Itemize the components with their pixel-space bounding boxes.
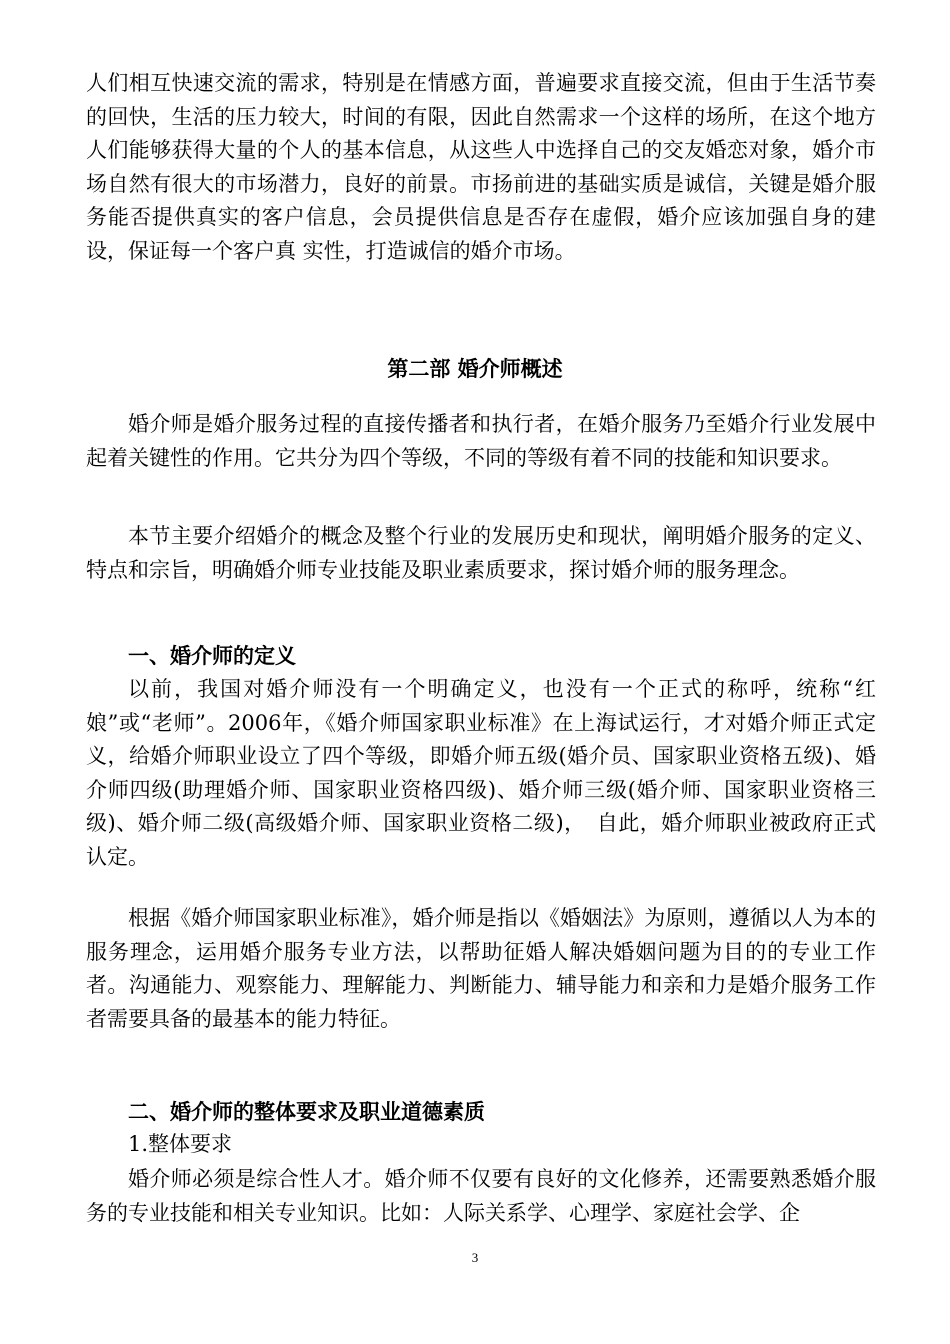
section-1-paragraph-1: 以前，我国对婚介师没有一个明确定义，也没有一个正式的称呼，统称“红娘”或“老师”。2006年，《婚介师国家职业标准》在上海试运行，才对婚介师正式定义，给婚介师职业设立了四个等级，即婚介师五级(婚介员、国家职业资格五级)、婚介师四级(助理婚介师、国家职业资格四级)、婚介师三级(婚介师、国家职业资格三级)、婚介师二级(高级婚介师、国家职业资格二级)， 自此，婚介师职业被政府正式认定。 bbox=[86, 677, 876, 869]
section-2-heading: 二、婚介师的整体要求及职业道德素质 bbox=[128, 1099, 485, 1124]
section-1-heading: 一、婚介师的定义 bbox=[128, 643, 296, 668]
section-2-subheading: 1.整体要求 bbox=[128, 1132, 233, 1156]
intro-paragraph: 人们相互快速交流的需求，特别是在情感方面，普遍要求直接交流，但由于生活节奏的回快，生活的压力较大，时间的有限，因此自然需求一个这样的场所，在这个地方人们能够获得大量的个人的基本信息，从这些人中选择自己的交友婚恋对象，婚介市场自然有很大的市场潜力，良好的前景。市扬前进的基础实质是诚信，关键是婚介服务能否提供真实的客户信息，会员提供信息是否存在虚假，婚介应该加强自身的建设，保证每一个客户真 实性，打造诚信的婚介市场。 bbox=[86, 71, 876, 263]
page-number: 3 bbox=[471, 1250, 479, 1265]
part-paragraph-2: 本节主要介绍婚介的概念及整个行业的发展历史和现状，阐明婚介服务的定义、特点和宗旨，明确婚介师专业技能及职业素质要求，探讨婚介师的服务理念。 bbox=[86, 524, 876, 582]
section-2-paragraph: 婚介师必须是综合性人才。婚介师不仅要有良好的文化修养，还需要熟悉婚介服务的专业技能和相关专业知识。比如：人际关系学、心理学、家庭社会学、企 bbox=[86, 1167, 876, 1225]
part-paragraph-1: 婚介师是婚介服务过程的直接传播者和执行者，在婚介服务乃至婚介行业发展中起着关键性的作用。它共分为四个等级，不同的等级有着不同的技能和知识要求。 bbox=[86, 412, 876, 470]
part-title: 第二部 婚介师概述 bbox=[387, 356, 563, 381]
section-1-paragraph-2: 根据《婚介师国家职业标准》，婚介师是指以《婚姻法》为原则，遵循以人为本的服务理念，运用婚介服务专业方法，以帮助征婚人解决婚姻问题为目的的专业工作者。沟通能力、观察能力、理解能力、判断能力、辅导能力和亲和力是婚介服务工作者需要具备的最基本的能力特征。 bbox=[86, 906, 876, 1031]
